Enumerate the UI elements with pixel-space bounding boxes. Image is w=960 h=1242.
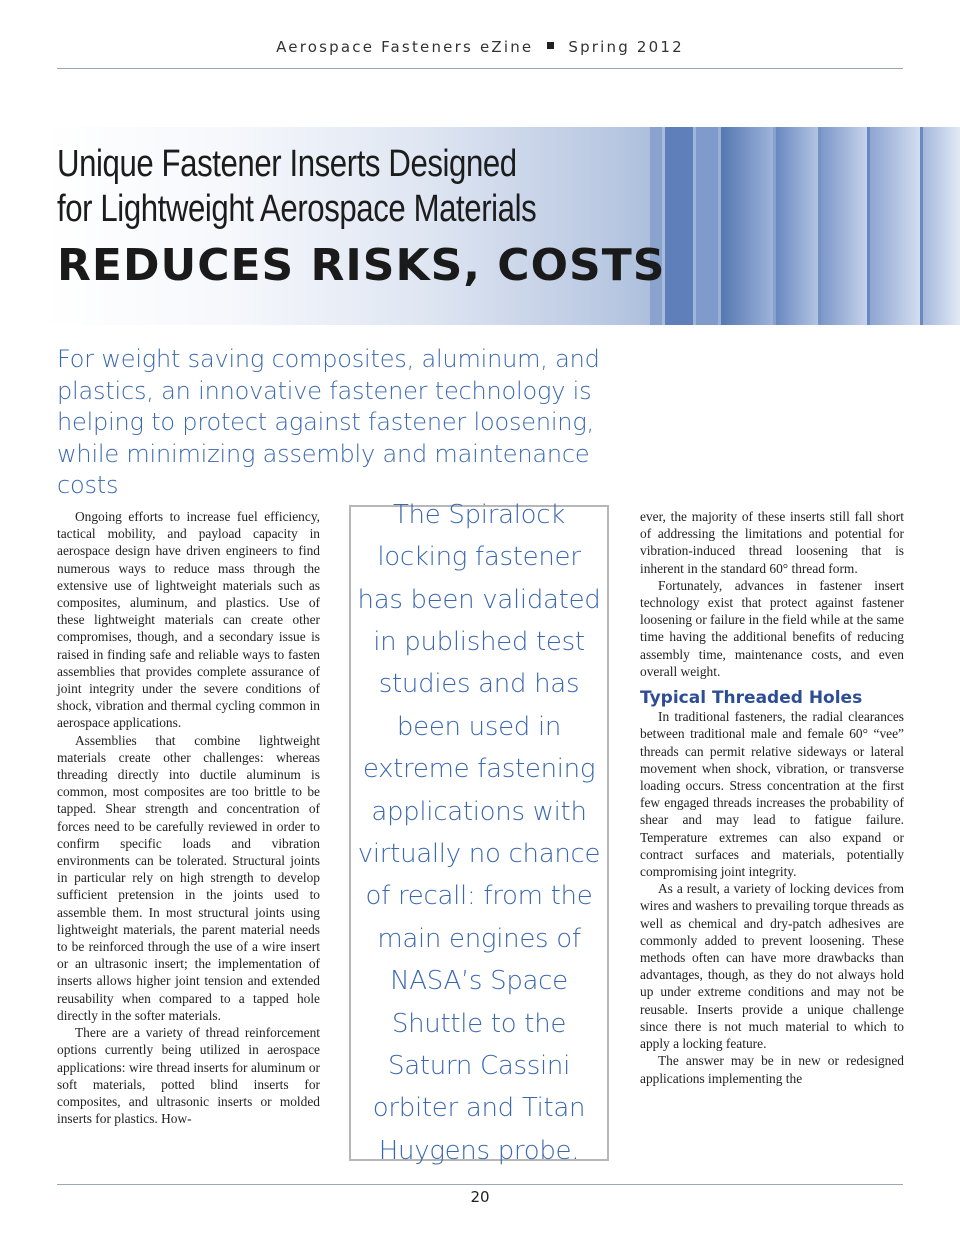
bullet-separator bbox=[547, 42, 554, 49]
paragraph: There are a variety of thread reinforcement options currently being utilized in aerospace applications: wire thread inserts for aluminum or soft materials, potted blind inserts for composites, and ultrasonic inserts or molded inserts for plastics. How- bbox=[57, 1025, 320, 1127]
paragraph: The answer may be in new or redesigned applications implementing the bbox=[640, 1053, 904, 1086]
deck-subtitle: For weight saving composites, aluminum, and plastics, an innovative fastener technology is helping to protect against fastener loosening, while minimizing assembly and maintenance costs bbox=[57, 345, 600, 499]
publication-name: Aerospace Fasteners eZine bbox=[276, 38, 534, 56]
pull-quote: The Spiralock locking fastener has been validated in published test studies and has been used in extreme fastening applications with virtually no chance of recall: from the main engines of NASA’s Space Shuttle to the Saturn Cassini orbiter and Titan Huygens probe. bbox=[357, 499, 601, 1166]
paragraph: Ongoing efforts to increase fuel efficiency, tactical mobility, and payload capacity in aerospace design have driven engineers to find numerous ways to reduce mass through the extensive use of lightweight materials such as composites, aluminum, and plastics. Use of these lightweight materials can create other compromises, though, and a secondary issue is raised in finding safe and reliable ways to fasten assemblies that provides complete assurance of joint integrity under the severe conditions of shock, vibration and thermal cycling common in aerospace applications. bbox=[57, 509, 320, 731]
page-number: 20 bbox=[470, 1188, 490, 1206]
article-column-3 bbox=[640, 508, 904, 1087]
headline-upper bbox=[57, 142, 565, 232]
issue-date: Spring 2012 bbox=[568, 38, 684, 56]
banner-stripe bbox=[721, 127, 773, 325]
footer-rule bbox=[57, 1184, 903, 1185]
section-heading: Typical Threaded Holes bbox=[640, 688, 863, 709]
headline-main: REDUCES RISKS, COSTS bbox=[57, 240, 666, 291]
banner-stripe bbox=[696, 127, 718, 325]
paragraph: In traditional fasteners, the radial clearances between traditional male and female 60° “vee” threads can permit relative sideways or lateral movement when shock, vibration, or transverse loading occurs. Stress concentration at the first few engaged threads increases the probability of shear and may lead to fatigue failure. Temperature extremes can also expand or contract surfaces and materials, potentially compromising joint integrity. bbox=[640, 709, 904, 880]
running-header bbox=[0, 38, 960, 56]
paragraph: As a result, a variety of locking devices from wires and washers to prevailing torque threads as well as chemical and dry-patch adhesives are commonly added to prevent loosening. These methods often can have more drawbacks than advantages, though, as they do not always hold up under extreme conditions and may not be reusable. Inserts provide a unique challenge since there is not much material to which to apply a locking feature. bbox=[640, 881, 904, 1052]
paragraph: ever, the majority of these inserts still fall short of addressing the limitations and potential for vibration-induced thread loosening that is inherent in the standard 60° thread form. bbox=[640, 509, 904, 576]
pull-quote-box bbox=[349, 499, 609, 1166]
banner-stripe bbox=[821, 127, 867, 325]
banner-stripe bbox=[870, 127, 920, 325]
header-rule bbox=[57, 68, 903, 69]
paragraph: Fortunately, advances in fastener insert technology exist that protect against fastener loosening or failure in the field while at the same time having the additional benefits of reducing assembly time, maintenance costs, and even overall weight. bbox=[640, 577, 904, 679]
article-column-1 bbox=[57, 508, 320, 1127]
headline-line1: Unique Fastener Inserts Designed bbox=[57, 143, 517, 185]
paragraph: Assemblies that combine lightweight materials create other challenges: whereas threading directly into ductile aluminum is common, most composites are too brittle to be tapped. Shear strength and concentration of forces need to be carefully reviewed in order to confirm specific loads and vibration environments can be tolerated. Structural joints in particular rely on high strength to develop sufficient pretension in the joints used to assemble them. In most structural joints using lightweight materials, the parent material needs to be reinforced through the use of a wire insert or an ultrasonic insert; the implementation of inserts allows higher joint tension and extended reusability when compared to a tapped hole directly in the softer materials. bbox=[57, 732, 320, 1023]
headline-line2: for Lightweight Aerospace Materials bbox=[57, 188, 537, 230]
banner-stripe bbox=[665, 127, 693, 325]
banner-stripe bbox=[923, 127, 960, 325]
banner-stripe bbox=[776, 127, 818, 325]
banner-stripe bbox=[650, 127, 662, 325]
